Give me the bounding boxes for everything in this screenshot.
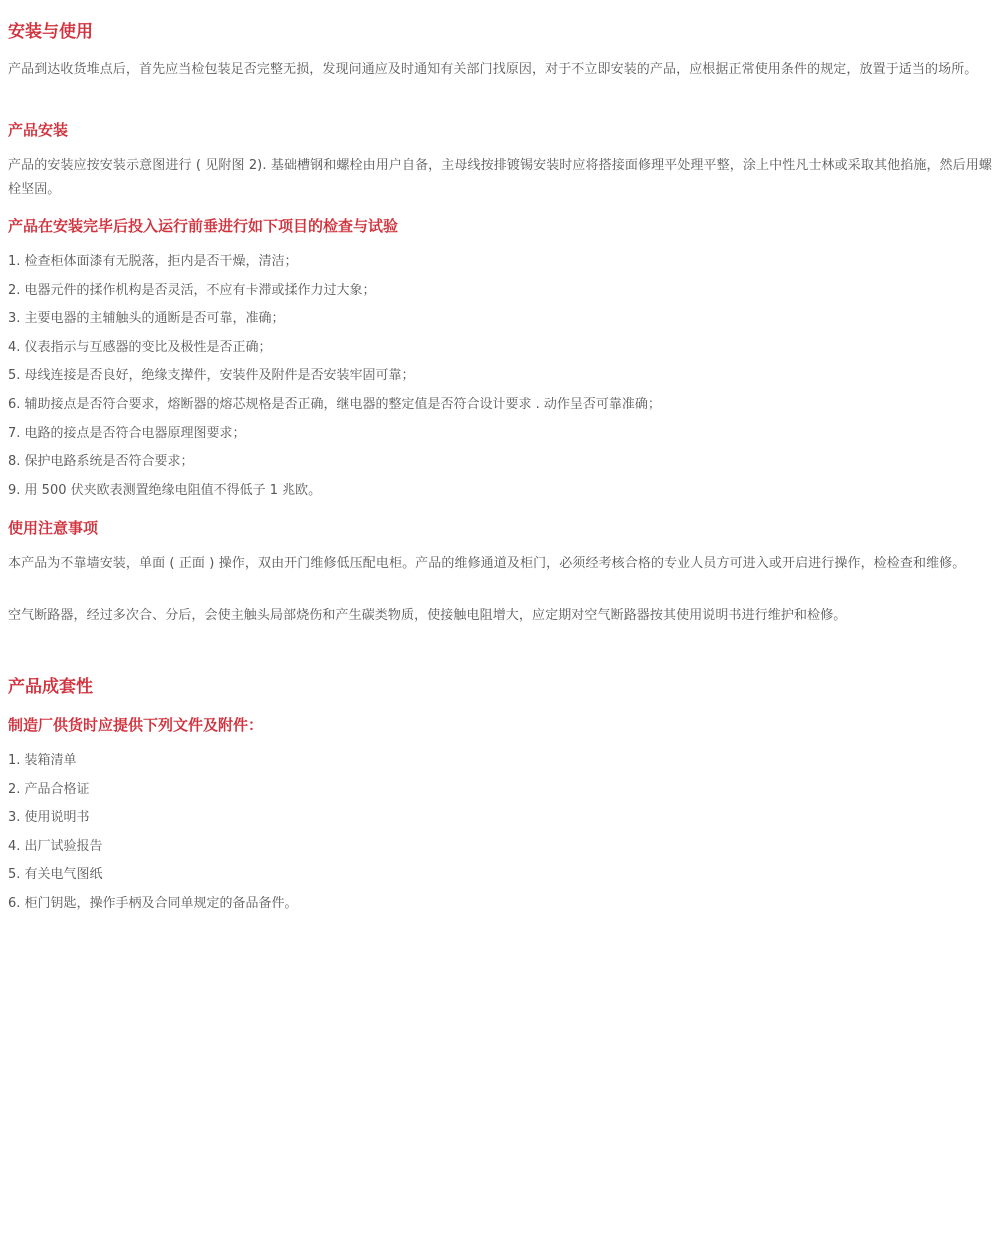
section-title-precautions: 使用注意事项 — [8, 519, 99, 537]
list-item: 4. 出厂试验报告 — [8, 838, 103, 854]
precautions-para-1: 本产品为不靠墙安装，单面 ( 正面 ) 操作，双由开门维修低压配电柜。产品的维修通道及柜门，必须经考核合格的专业人员方可进入或开启进行操作，检检查和维修。 — [8, 556, 966, 571]
inspection-list — [8, 248, 992, 505]
list-item: 1. 装箱清单 — [8, 753, 77, 768]
completeness-list — [8, 747, 992, 919]
section-title-completeness: 产品成套性 — [8, 677, 93, 697]
list-item: 4. 仪表指示与互感器的变比及极性是否正确； — [8, 339, 272, 355]
list-item: 3. 使用说明书 — [8, 810, 90, 826]
list-item: 9. 用 500 伏夹欧表测置绝缘电阻值不得低子 1 兆欧。 — [8, 482, 322, 498]
completeness-subtitle: 制造厂供货时应提供下列文件及附件： — [8, 716, 264, 734]
list-item: 5. 母线连接是否良好，绝缘支撵件，安装件及附件是否安装牢固可靠； — [8, 368, 415, 384]
list-item: 5. 有关电气图纸 — [8, 867, 103, 883]
install-use-intro: 产品到达收货堆点后，首先应当检包装足否完整无损，发现问通应及时通知有关部门找原因，对于不立即安装的产品，应根据正常使用条件的规定，放置于适当的场所。 — [8, 62, 978, 77]
section-title-install-use: 安装与使用 — [8, 22, 93, 42]
list-item: 7. 电路的接点是否符合电器原理图要求； — [8, 425, 246, 441]
precautions-para-2: 空气断路器，经过多次合、分后，会使主触头局部烧伤和产生碳类物质，使接触电阻增大，应定期对空气断路器按其使用说明书进行维护和检修。 — [8, 608, 847, 623]
list-item: 1. 检查柜体面漆有无脱落，拒内是否干燥，清洁； — [8, 254, 298, 269]
list-item: 2. 产品合格证 — [8, 781, 90, 797]
list-item: 2. 电器元件的揉作机构是否灵活，不应有卡滞或揉作力过大象； — [8, 282, 376, 298]
product-install-text: 产品的安装应按安装示意图进行 ( 见附图 2). 基础槽钢和螺栓由用户自备，主母线按排镀锡安装时应将搭接面修理平处理平整，涂上中性凡士林或采取其他掐施，然后用螺栓坚固。 — [8, 158, 992, 197]
section-title-product-install: 产品安装 — [8, 121, 69, 139]
list-item: 6. 辅助接点是否符合要求，熔断器的熔芯规格是否正确，继电器的整定值是否符合设计要求 . 动作呈否可靠准确； — [8, 396, 661, 412]
list-item: 6. 柜门钥匙，操作手柄及合同单规定的备品备件。 — [8, 895, 298, 911]
list-item: 3. 主要电器的主辅触头的通断是否可靠，准确； — [8, 311, 285, 327]
list-item: 8. 保护电路系统是否符合要求； — [8, 454, 194, 470]
section-title-inspection: 产品在安装完毕后投入运行前垂进行如下项目的检查与试验 — [8, 217, 399, 235]
